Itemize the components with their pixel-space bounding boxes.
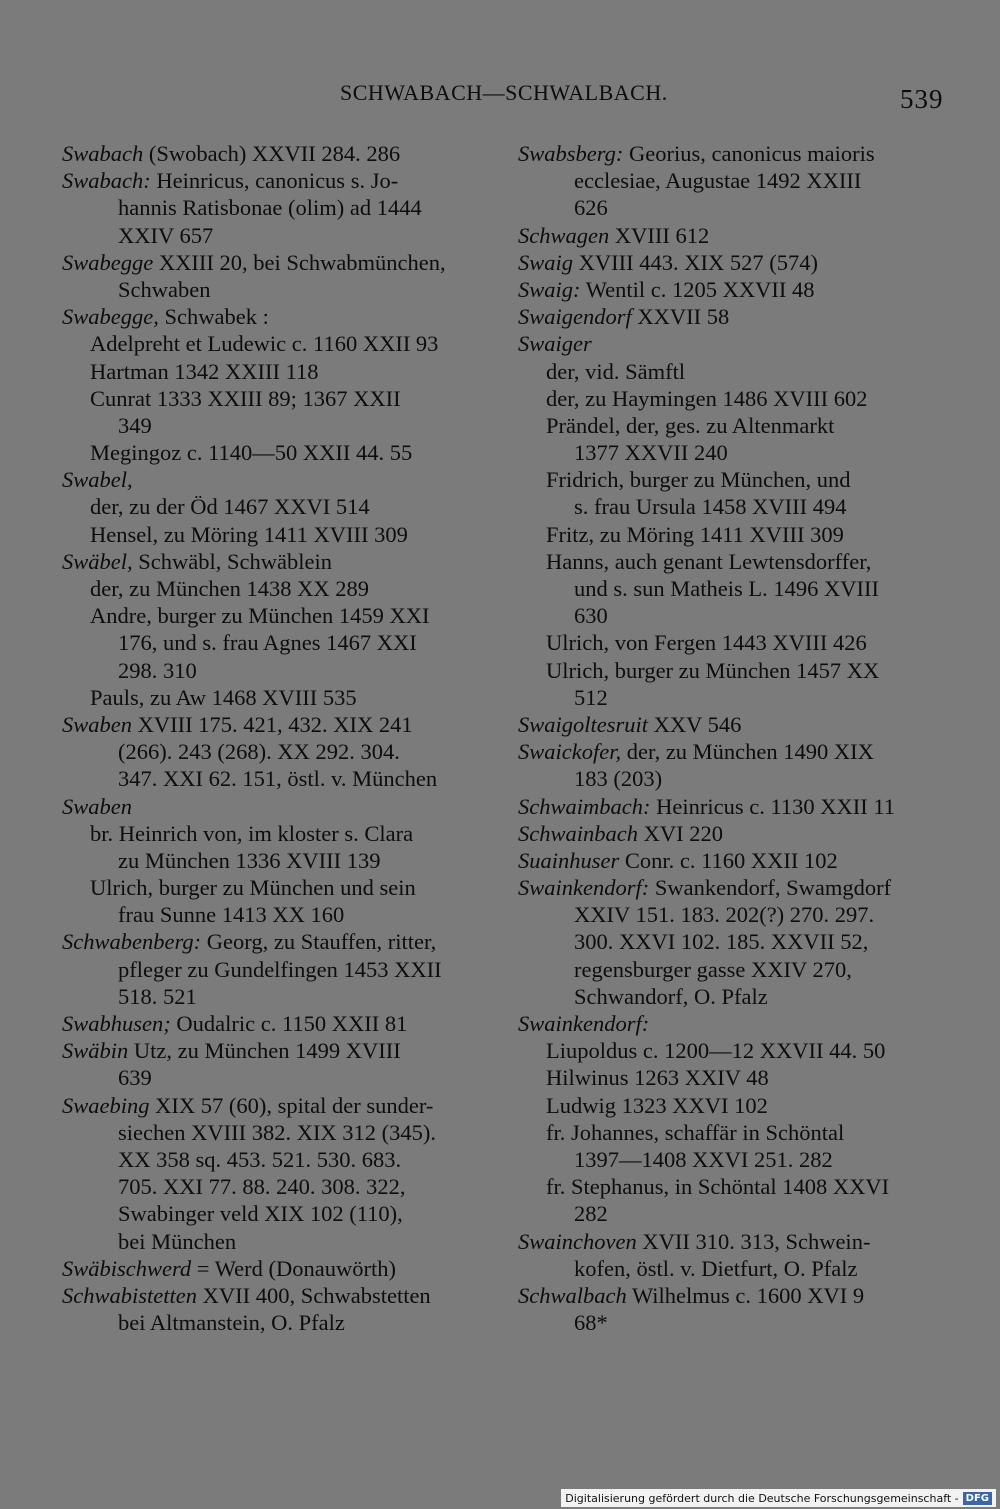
- index-entry-headword-line: [518, 847, 948, 874]
- entry-text: XVIII 612: [609, 222, 710, 248]
- entry-text: Megingoz c. 1140—50 XXII 44. 55: [90, 440, 413, 466]
- index-entry-line: [62, 765, 482, 792]
- entry-text: XX 358 sq. 453. 521. 530. 683.: [118, 1146, 402, 1172]
- entry-text: Schwaben: [118, 276, 211, 302]
- index-entry-headword-line: [518, 303, 948, 330]
- index-entry-line: [62, 194, 482, 221]
- entry-text: Hartman 1342 XXIII 118: [90, 358, 319, 384]
- entry-text: 68*: [574, 1310, 608, 1336]
- index-entry-line: [518, 983, 948, 1010]
- entry-text: XXIV 657: [118, 222, 214, 248]
- entry-text: XVIII 175. 421, 432. XIX 241: [132, 711, 413, 737]
- index-entry-line: [518, 521, 948, 548]
- entry-text: pfleger zu Gundelfingen 1453 XXII: [118, 956, 442, 982]
- entry-text: Fritz, zu Möring 1411 XVIII 309: [546, 521, 844, 547]
- index-entry-line: [518, 167, 948, 194]
- entry-text: Wentil c. 1205 XXVII 48: [580, 276, 815, 302]
- index-entry-headword-line: [62, 466, 482, 493]
- headword: Swaickofer,: [518, 739, 622, 765]
- index-entry-line: [62, 901, 482, 928]
- entry-text: XVII 400, Schwabstetten: [196, 1282, 431, 1308]
- entry-text: Heinricus, canonicus s. Jo-: [150, 168, 399, 194]
- entry-text: 705. XXI 77. 88. 240. 308. 322,: [118, 1174, 406, 1200]
- index-entry-line: [62, 385, 482, 412]
- entry-text: (Swobach) XXVII 284. 286: [143, 141, 401, 166]
- headword: Swabhusen;: [62, 1011, 171, 1036]
- entry-text: ecclesiae, Augustae 1492 XXIII: [574, 168, 862, 194]
- entry-text: Ludwig 1323 XXVI 102: [546, 1092, 768, 1118]
- index-entry-line: [518, 1309, 948, 1336]
- headword: Swaben: [62, 793, 132, 819]
- index-entry-line: [518, 765, 948, 792]
- entry-text: 349: [118, 412, 152, 438]
- headword: Swabsberg:: [518, 141, 624, 166]
- headword: Schwagen: [518, 222, 610, 248]
- headword: Swabach: [62, 141, 144, 166]
- headword: Suainhuser: [518, 847, 620, 873]
- index-entry-line: [518, 1092, 948, 1119]
- entry-text: 639: [118, 1065, 152, 1091]
- headword: Swaiger: [518, 331, 592, 357]
- entry-text: Pauls, zu Aw 1468 XVIII 535: [90, 684, 357, 710]
- index-entry-line: [62, 684, 482, 711]
- index-entry-line: [518, 358, 948, 385]
- index-entry-line: [62, 1064, 482, 1091]
- entry-text: 1377 XXVII 240: [574, 440, 728, 466]
- index-entry-line: [518, 1173, 948, 1200]
- entry-text: Ulrich, burger zu München und sein: [90, 875, 416, 901]
- digitization-credit: [561, 1489, 996, 1507]
- entry-text: 626: [574, 195, 608, 221]
- entry-text: 630: [574, 603, 608, 629]
- index-entry-line: [62, 222, 482, 249]
- index-entry-headword-line: [518, 1010, 948, 1037]
- index-entry-line: [518, 956, 948, 983]
- index-entry-line: [518, 1255, 948, 1282]
- entry-text: 298. 310: [118, 657, 197, 683]
- entry-text: Utz, zu München 1499 XVIII: [128, 1038, 401, 1064]
- index-entry-line: [518, 602, 948, 629]
- headword: Swabach:: [62, 168, 151, 194]
- entry-text: der, zu der Öd 1467 XXVI 514: [90, 494, 370, 520]
- index-entry-line: [62, 629, 482, 656]
- entry-text: bei Altmanstein, O. Pfalz: [118, 1310, 345, 1336]
- entry-text: 300. XXVI 102. 185. XXVII 52,: [574, 929, 869, 955]
- entry-text: der, vid. Sämftl: [546, 358, 686, 384]
- index-entry-headword-line: [518, 276, 948, 303]
- index-entry-line: [62, 1119, 482, 1146]
- entry-text: Schwäbl, Schwäblein: [132, 548, 332, 574]
- entry-text: der, zu München 1438 XX 289: [90, 576, 370, 601]
- headword: Swainchoven: [518, 1228, 637, 1254]
- index-entry-line: [62, 330, 482, 357]
- entry-text: hannis Ratisbonae (olim) ad 1444: [118, 195, 422, 221]
- headword: Schwabistetten: [62, 1282, 197, 1308]
- credit-text: Digitalisierung gefördert durch die Deutsche Forschungsgemeinschaft -: [565, 1491, 959, 1505]
- index-entry-headword-line: [518, 249, 948, 276]
- entry-text: bei München: [118, 1228, 237, 1254]
- index-entry-line: [62, 820, 482, 847]
- index-entry-line: [62, 874, 482, 901]
- index-entry-headword-line: [518, 330, 948, 357]
- right-column: [518, 140, 948, 1336]
- index-entry-line: [62, 1228, 482, 1255]
- entry-text: XXIII 20, bei Schwabmünchen,: [153, 249, 446, 275]
- index-entry-line: [62, 1146, 482, 1173]
- index-entry-line: [518, 385, 948, 412]
- entry-text: br. Heinrich von, im kloster s. Clara: [90, 820, 414, 846]
- entry-text: Liupoldus c. 1200—12 XXVII 44. 50: [546, 1038, 886, 1064]
- index-entry-headword-line: [518, 793, 948, 820]
- headword: Schwainbach: [518, 820, 638, 846]
- index-entry-line: [518, 1064, 948, 1091]
- index-entry-line: [518, 439, 948, 466]
- entry-text: fr. Johannes, schaffär in Schöntal: [546, 1119, 845, 1145]
- entry-text: Fridrich, burger zu München, und: [546, 467, 851, 493]
- entry-text: 176, und s. frau Agnes 1467 XXI: [118, 630, 417, 656]
- headword: Swäbel,: [62, 548, 133, 574]
- entry-text: (266). 243 (268). XX 292. 304.: [118, 739, 400, 765]
- entry-text: Swankendorf, Swamgdorf: [649, 875, 892, 901]
- entry-text: XVIII 443. XIX 527 (574): [573, 249, 818, 275]
- entry-text: XVI 220: [637, 820, 723, 846]
- index-entry-line: [518, 466, 948, 493]
- entry-text: Ulrich, burger zu München 1457 XX: [546, 657, 880, 683]
- entry-text: der, zu München 1490 XIX: [621, 739, 874, 765]
- index-entry-line: [62, 956, 482, 983]
- index-entry-headword-line: [62, 711, 482, 738]
- entry-text: 347. XXI 62. 151, östl. v. München: [118, 766, 438, 792]
- headword: Swäbin: [62, 1038, 129, 1064]
- index-entry-headword-line: [62, 249, 482, 276]
- entry-text: Heinricus c. 1130 XXII 11: [650, 793, 896, 819]
- index-entry-headword-line: [62, 1092, 482, 1119]
- entry-text: Conr. c. 1160 XXII 102: [619, 847, 838, 873]
- index-entry-line: [518, 548, 948, 575]
- index-entry-line: [518, 1146, 948, 1173]
- entry-text: 512: [574, 684, 608, 710]
- index-entry-line: [62, 493, 482, 520]
- index-entry-line: [518, 684, 948, 711]
- headword: Swäbischwerd: [62, 1255, 192, 1281]
- entry-text: XVII 310. 313, Schwein-: [636, 1228, 871, 1254]
- index-entry-line: [518, 575, 948, 602]
- entry-text: XXIV 151. 183. 202(?) 270. 297.: [574, 902, 875, 928]
- index-entry-headword-line: [62, 1010, 482, 1037]
- entry-text: XXVII 58: [631, 304, 730, 330]
- entry-text: Hensel, zu Möring 1411 XVIII 309: [90, 521, 408, 547]
- headword: Schwalbach: [518, 1282, 627, 1308]
- entry-text: Ulrich, von Fergen 1443 XVIII 426: [546, 630, 867, 656]
- index-entry-headword-line: [62, 303, 482, 330]
- index-entry-line: [62, 358, 482, 385]
- entry-text: XXV 546: [648, 711, 742, 737]
- index-entry-line: [62, 575, 482, 602]
- entry-text: Georius, canonicus maioris: [623, 141, 875, 166]
- entry-text: frau Sunne 1413 XX 160: [118, 902, 345, 928]
- entry-text: Swabinger veld XIX 102 (110),: [118, 1201, 403, 1227]
- headword: Swainkendorf:: [518, 875, 650, 901]
- headword: Swabegge: [62, 249, 154, 275]
- page-number: 539: [900, 84, 944, 114]
- entry-text: s. frau Ursula 1458 XVIII 494: [574, 494, 847, 520]
- index-entry-headword-line: [62, 167, 482, 194]
- index-entry-line: [518, 657, 948, 684]
- index-entry-line: [518, 928, 948, 955]
- index-entry-headword-line: [518, 222, 948, 249]
- index-entry-line: [62, 602, 482, 629]
- index-entry-line: [518, 629, 948, 656]
- headword: Swabegge,: [62, 304, 159, 330]
- entry-text: Adelpreht et Ludewic c. 1160 XXII 93: [90, 331, 439, 357]
- index-entry-headword-line: [62, 793, 482, 820]
- entry-text: Schwandorf, O. Pfalz: [574, 983, 768, 1009]
- index-entry-line: [62, 439, 482, 466]
- index-entry-line: [62, 657, 482, 684]
- index-entry-headword-line: [518, 738, 948, 765]
- index-entry-headword-line: [518, 1228, 948, 1255]
- headword: Swaigoltesruit: [518, 711, 649, 737]
- left-column: [62, 140, 482, 1336]
- entry-text: Schwabek :: [158, 304, 269, 330]
- headword: Swaben: [62, 711, 132, 737]
- index-entry-headword-line: [518, 1282, 948, 1309]
- index-entry-headword-line: [518, 820, 948, 847]
- index-entry-line: [62, 276, 482, 303]
- entry-text: kofen, östl. v. Dietfurt, O. Pfalz: [574, 1255, 858, 1281]
- entry-text: Oudalric c. 1150 XXII 81: [170, 1011, 408, 1036]
- entry-text: = Werd (Donauwörth): [191, 1255, 396, 1281]
- index-entry-line: [62, 738, 482, 765]
- index-entry-headword-line: [518, 140, 948, 167]
- headword: Swaig:: [518, 276, 581, 302]
- entry-text: der, zu Haymingen 1486 XVIII 602: [546, 385, 868, 411]
- index-entry-line: [518, 1200, 948, 1227]
- entry-text: fr. Stephanus, in Schöntal 1408 XXVI: [546, 1174, 890, 1200]
- entry-text: siechen XVIII 382. XIX 312 (345).: [118, 1119, 437, 1145]
- index-entry-line: [62, 983, 482, 1010]
- index-entry-headword-line: [62, 1282, 482, 1309]
- index-entry-line: [518, 412, 948, 439]
- index-entry-line: [518, 1119, 948, 1146]
- index-entry-line: [62, 847, 482, 874]
- entry-text: regensburger gasse XXIV 270,: [574, 956, 852, 982]
- index-entry-headword-line: [62, 140, 482, 167]
- running-head: SCHWABACH—SCHWALBACH.: [340, 80, 668, 105]
- headword: Schwaimbach:: [518, 793, 651, 819]
- entry-text: Hilwinus 1263 XXIV 48: [546, 1065, 769, 1091]
- index-entry-line: [62, 1309, 482, 1336]
- entry-text: 183 (203): [574, 766, 663, 792]
- headword: Swaigendorf: [518, 304, 632, 330]
- index-entry-line: [62, 412, 482, 439]
- headword: Swabel,: [62, 467, 133, 493]
- entry-text: Hanns, auch genant Lewtensdorffer,: [546, 548, 872, 574]
- entry-text: 1397—1408 XXVI 251. 282: [574, 1146, 833, 1172]
- headword: Swaig: [518, 249, 574, 275]
- entry-text: Cunrat 1333 XXIII 89; 1367 XXII: [90, 385, 401, 411]
- entry-text: 518. 521: [118, 983, 197, 1009]
- dfg-logo: DFG: [963, 1492, 992, 1505]
- index-entry-headword-line: [62, 1037, 482, 1064]
- index-entry-headword-line: [518, 874, 948, 901]
- index-entry-headword-line: [62, 548, 482, 575]
- index-entry-headword-line: [62, 928, 482, 955]
- entry-text: XIX 57 (60), spital der sunder-: [149, 1092, 434, 1118]
- index-entry-headword-line: [518, 711, 948, 738]
- index-entry-line: [518, 1037, 948, 1064]
- entry-text: Andre, burger zu München 1459 XXI: [90, 603, 430, 629]
- headword: Swaebing: [62, 1092, 150, 1118]
- entry-text: Wilhelmus c. 1600 XVI 9: [626, 1282, 865, 1308]
- headword: Schwabenberg:: [62, 929, 202, 955]
- index-entry-line: [62, 1200, 482, 1227]
- headword: Swainkendorf:: [518, 1011, 650, 1036]
- entry-text: Georg, zu Stauffen, ritter,: [201, 929, 437, 955]
- entry-text: Prändel, der, ges. zu Altenmarkt: [546, 412, 835, 438]
- entry-text: 282: [574, 1201, 608, 1227]
- index-entry-headword-line: [62, 1255, 482, 1282]
- index-entry-line: [518, 194, 948, 221]
- index-entry-line: [62, 1173, 482, 1200]
- index-entry-line: [518, 493, 948, 520]
- entry-text: zu München 1336 XVIII 139: [118, 847, 381, 873]
- index-entry-line: [518, 901, 948, 928]
- entry-text: und s. sun Matheis L. 1496 XVIII: [574, 576, 879, 601]
- index-entry-line: [62, 521, 482, 548]
